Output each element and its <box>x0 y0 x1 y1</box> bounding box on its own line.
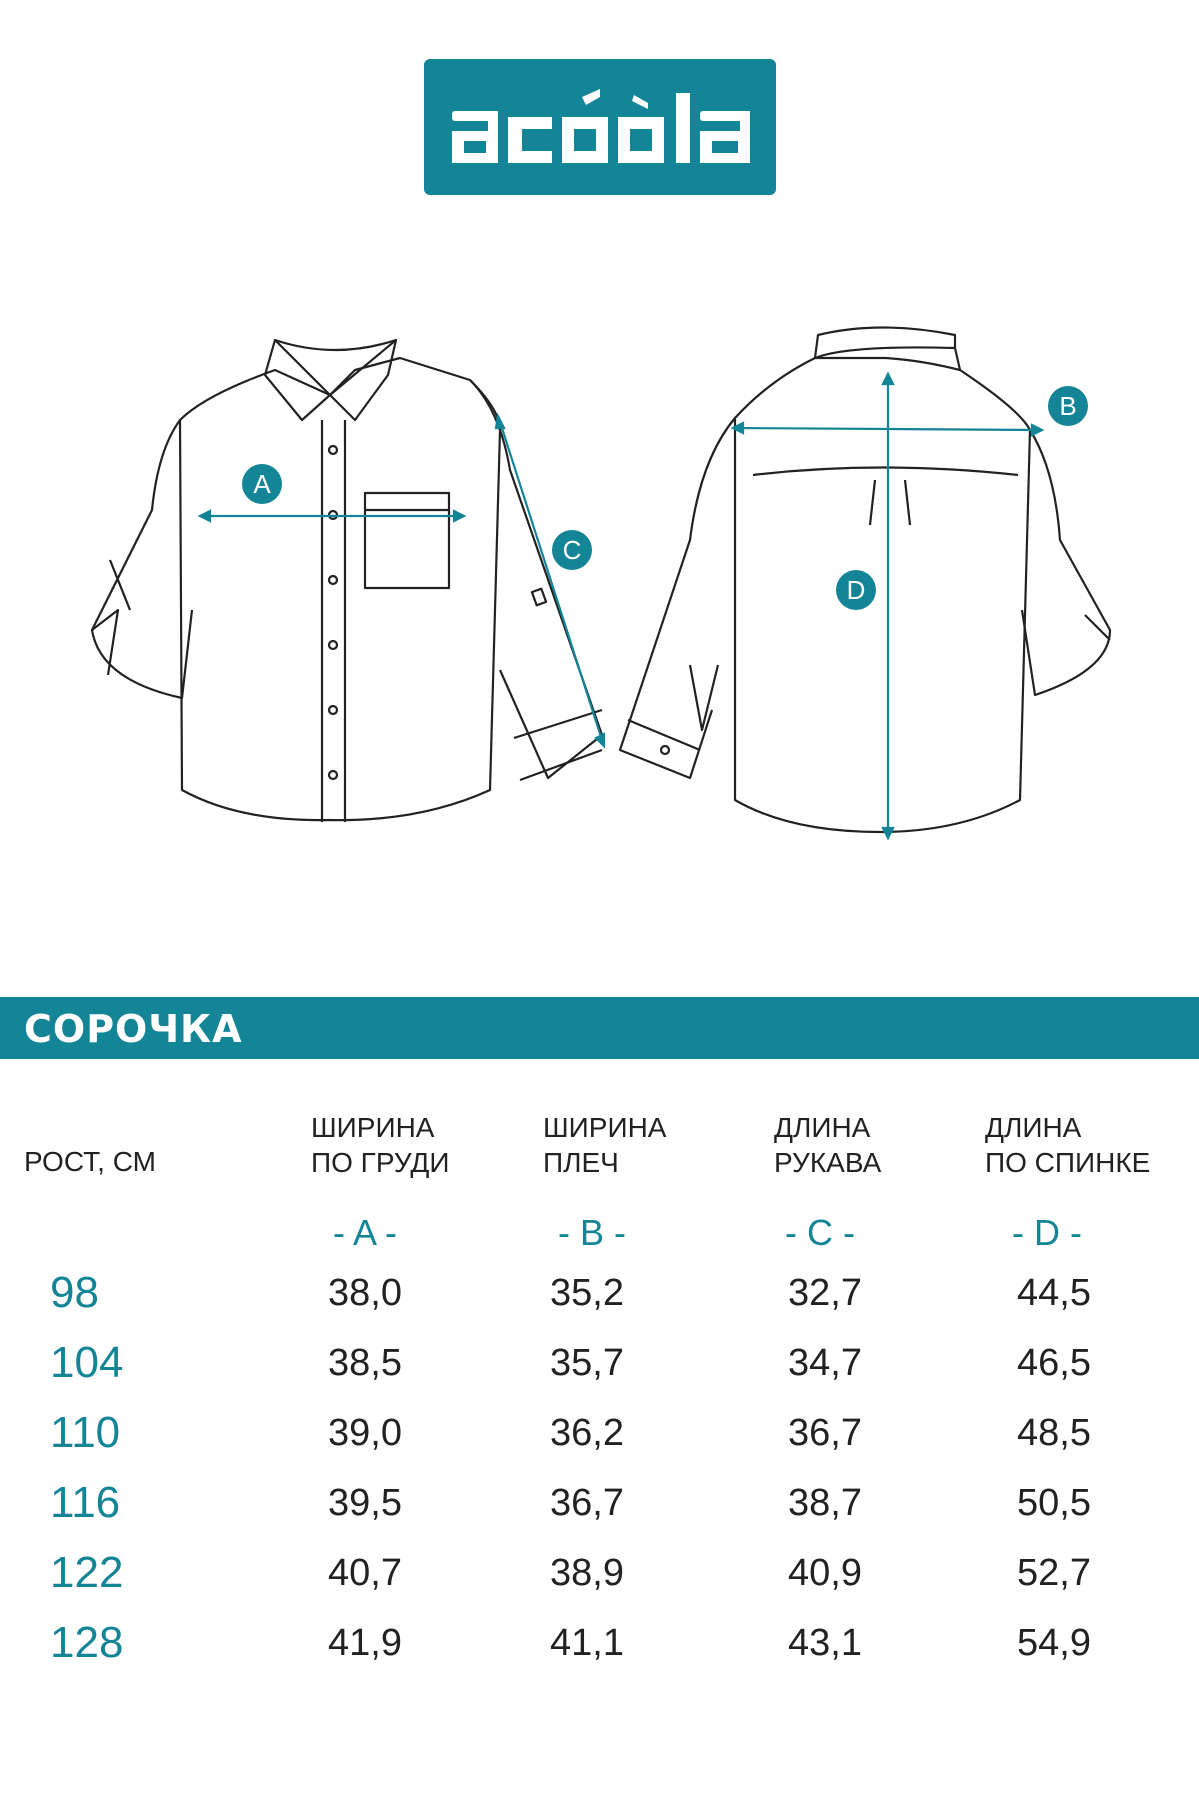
shirt-technical-drawing <box>0 310 1199 870</box>
cell-sleeve: 36,7 <box>788 1412 862 1454</box>
header-line: ШИРИНА <box>543 1112 667 1143</box>
header-back-length <box>985 1110 1150 1180</box>
cell-chest: 40,7 <box>328 1552 402 1594</box>
header-line: ДЛИНА <box>985 1112 1082 1143</box>
header-line: ШИРИНА <box>311 1112 435 1143</box>
header-line: ПО ГРУДИ <box>311 1147 450 1178</box>
mark-c-label: C <box>562 535 582 565</box>
mark-b-label: B <box>1059 391 1077 421</box>
product-title-bar <box>0 997 1199 1059</box>
mark-c <box>552 530 592 570</box>
brand-logo-mark <box>424 59 776 195</box>
letter-c: - C - <box>785 1212 855 1253</box>
mark-b <box>1048 386 1088 426</box>
cell-back: 50,5 <box>1017 1482 1091 1524</box>
height-value: 104 <box>50 1338 124 1387</box>
cell-sleeve: 43,1 <box>788 1622 862 1664</box>
cell-chest: 39,5 <box>328 1482 402 1524</box>
mark-a <box>242 464 282 504</box>
cell-sleeve: 38,7 <box>788 1482 862 1524</box>
cell-chest: 39,0 <box>328 1412 402 1454</box>
cell-shoulder: 36,2 <box>550 1412 624 1454</box>
cell-back: 54,9 <box>1017 1622 1091 1664</box>
shirt-diagram <box>0 310 1199 870</box>
table-row <box>0 1338 1199 1408</box>
letter-d: - D - <box>1012 1212 1082 1253</box>
cell-back: 46,5 <box>1017 1342 1091 1384</box>
cell-sleeve: 32,7 <box>788 1272 862 1314</box>
cell-shoulder: 41,1 <box>550 1622 624 1664</box>
header-line: ПЛЕЧ <box>543 1147 619 1178</box>
cell-sleeve: 40,9 <box>788 1552 862 1594</box>
cell-sleeve: 34,7 <box>788 1342 862 1384</box>
header-line: ДЛИНА <box>774 1112 871 1143</box>
height-value: 116 <box>50 1478 121 1527</box>
height-value: 110 <box>50 1408 121 1457</box>
table-row <box>0 1618 1199 1688</box>
table-row <box>0 1408 1199 1478</box>
cell-chest: 41,9 <box>328 1622 402 1664</box>
cell-shoulder: 38,9 <box>550 1552 624 1594</box>
height-value: 98 <box>50 1268 99 1317</box>
mark-d-label: D <box>846 575 866 605</box>
header-sleeve-length <box>774 1110 881 1180</box>
header-height: РОСТ, СМ <box>24 1146 156 1177</box>
header-line: РУКАВА <box>774 1147 882 1178</box>
header-shoulder-width <box>543 1110 666 1180</box>
cell-shoulder: 36,7 <box>550 1482 624 1524</box>
mark-a-label: A <box>253 469 271 499</box>
cell-back: 52,7 <box>1017 1552 1091 1594</box>
height-value: 122 <box>50 1548 124 1597</box>
cell-back: 48,5 <box>1017 1412 1091 1454</box>
shirt-front-view <box>92 340 602 822</box>
height-value: 128 <box>50 1618 124 1667</box>
product-title: СОРОЧКА <box>24 1007 243 1051</box>
table-row <box>0 1548 1199 1618</box>
table-row <box>0 1478 1199 1548</box>
header-line: ПО СПИНКЕ <box>985 1147 1151 1178</box>
brand-logo <box>424 59 776 195</box>
cell-back: 44,5 <box>1017 1272 1091 1314</box>
cell-shoulder: 35,2 <box>550 1272 624 1314</box>
cell-chest: 38,5 <box>328 1342 402 1384</box>
size-table <box>0 1100 1199 1780</box>
header-chest-width <box>311 1110 450 1180</box>
letter-b: - B - <box>558 1212 626 1253</box>
mark-d <box>836 570 876 610</box>
cell-shoulder: 35,7 <box>550 1342 624 1384</box>
cell-chest: 38,0 <box>328 1272 402 1314</box>
letter-a: - A - <box>332 1212 398 1253</box>
table-row <box>0 1268 1199 1338</box>
